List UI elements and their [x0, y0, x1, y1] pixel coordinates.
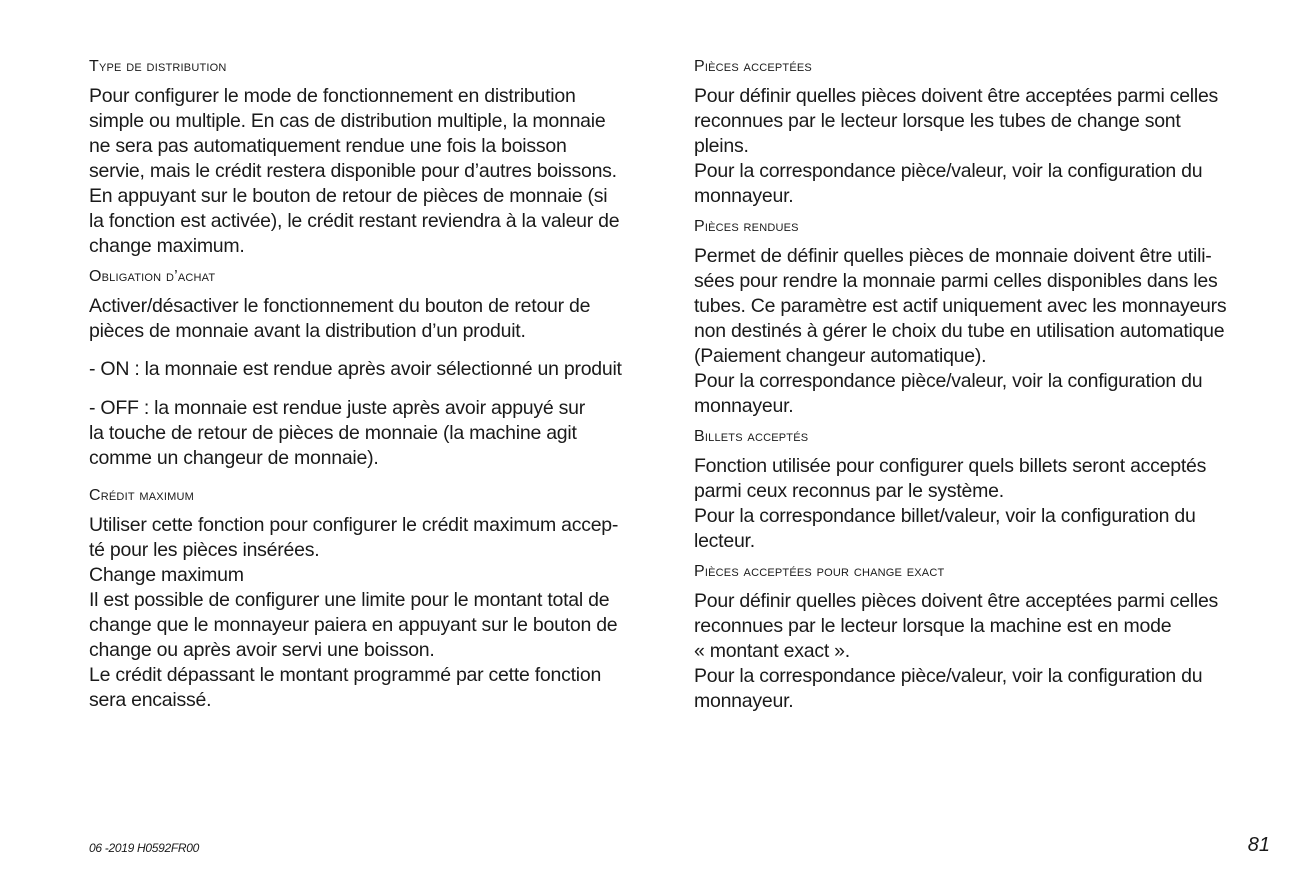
section-text: Pour configurer le mode de fonctionnement en distribution simple ou multiple. En cas de distribution multiple, la monnaie ne sera pas automatiquement rendue une fois la boisson servie, mais le crédit restera disponible pour d’autres boissons. En appuyant sur le bouton de retour de pièces de monnaie (si la fonction est activée), le crédit restant reviendra à la valeur de change maximum.: [89, 85, 620, 257]
section-pieces-acceptees: [694, 56, 1284, 209]
section-pieces-change-exact: [694, 561, 1284, 714]
section-heading: Pièces acceptées pour change exact: [694, 563, 945, 580]
list-item-off: - OFF : la monnaie est rendue juste après avoir appuyé sur la touche de retour de pièces de monnaie (la machine agit comme un changeur de monnaie).: [89, 397, 586, 469]
section-billets-acceptes: [694, 426, 1284, 554]
page-number: 81: [1247, 834, 1270, 856]
section-text: Activer/désactiver le fonctionnement du bouton de retour de pièces de monnaie avant la distribution d’un produit.: [89, 295, 591, 342]
section-text: Pour définir quelles pièces doivent être acceptées parmi celles reconnues par le lecteur lorsque la machine est en mode « montant exact ». Pour la correspondance pièce/valeur, voir la configuration du monnayeur.: [694, 590, 1219, 712]
section-text: Pour définir quelles pièces doivent être acceptées parmi celles reconnues par le lecteur lorsque les tubes de change sont pleins. Pour la correspondance pièce/valeur, voir la configuration du monnayeur.: [694, 85, 1219, 207]
section-heading: Type de distribution: [89, 58, 227, 75]
section-pieces-rendues: [694, 216, 1284, 419]
document-code: 06 -2019 H0592FR00: [89, 841, 200, 855]
section-heading: Pièces rendues: [694, 218, 799, 235]
section-text: Utiliser cette fonction pour configurer le crédit maximum accep- té pour les pièces insérées. Change maximum Il est possible de configurer une limite pour le montant total de change que le monnayeur paiera en appuyant sur le bouton de change ou après avoir servi une boisson. Le crédit dépassant le montant programmé par cette fonction sera encaissé.: [89, 514, 619, 711]
left-column: [89, 56, 669, 720]
section-heading: Obligation d’achat: [89, 268, 216, 285]
right-column: [694, 56, 1284, 721]
section-heading: Crédit maximum: [89, 487, 194, 504]
section-heading: Billets acceptés: [694, 428, 809, 445]
section-text: Permet de définir quelles pièces de monnaie doivent être utili- sées pour rendre la monnaie parmi celles disponibles dans les tubes. Ce paramètre est actif uniquement avec les monnayeurs non destinés à gérer le choix du tube en utilisation automatique (Paiement changeur automatique). Pour la correspondance pièce/valeur, voir la configuration du monnayeur.: [694, 245, 1227, 417]
section-type-distribution: [89, 56, 669, 259]
list-item-on: - ON : la monnaie est rendue après avoir sélectionné un produit: [89, 358, 622, 380]
section-heading: Pièces acceptées: [694, 58, 812, 75]
section-credit-maximum: [89, 485, 669, 713]
section-text: Fonction utilisée pour configurer quels billets seront acceptés parmi ceux reconnus par le système. Pour la correspondance billet/valeur, voir la configuration du lecteur.: [694, 455, 1207, 552]
section-obligation-achat: [89, 266, 669, 471]
